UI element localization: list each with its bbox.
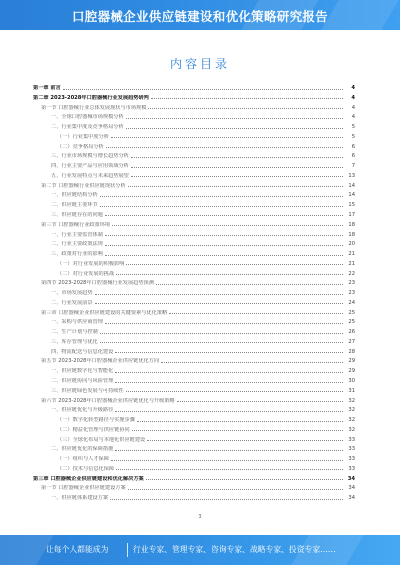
toc-leader-dots bbox=[177, 401, 343, 402]
toc-entry-label: （一）数字化转型路径与实施步骤 bbox=[57, 417, 135, 424]
toc-leader-dots bbox=[111, 137, 343, 138]
header-banner bbox=[0, 0, 400, 30]
toc-leader-dots bbox=[115, 382, 343, 383]
toc-entry-page: 14 bbox=[348, 182, 355, 189]
toc-entry-label: 二、生产计划与控制 bbox=[51, 329, 98, 336]
toc-entry[interactable] bbox=[33, 280, 355, 286]
toc-entry-page: 21 bbox=[348, 251, 355, 258]
toc-entry-page: 14 bbox=[348, 192, 355, 199]
toc-entry[interactable] bbox=[33, 310, 355, 316]
toc-leader-dots bbox=[115, 372, 343, 373]
toc-entry-label: 一、供应链优化与升级路径 bbox=[51, 407, 114, 414]
toc-entry-label: 四、物流配送与信息化建设 bbox=[51, 348, 114, 355]
toc-leader-dots bbox=[105, 215, 343, 216]
toc-entry-page: 7 bbox=[351, 163, 355, 170]
toc-entry-page: 32 bbox=[348, 397, 355, 404]
toc-entry-label: 第一节 口腔器械企业供应链建设方案 bbox=[41, 485, 126, 492]
toc-entry[interactable] bbox=[33, 114, 355, 120]
toc-entry-page: 21 bbox=[348, 260, 355, 267]
toc-entry-page: 4 bbox=[351, 114, 355, 121]
toc-entry[interactable] bbox=[33, 388, 355, 394]
toc-entry-label: 第三节 口腔器械行业政策环境 bbox=[41, 221, 111, 228]
toc-entry[interactable] bbox=[33, 407, 355, 413]
toc-entry-label: 三、行业市场规模与增长趋势分析 bbox=[51, 153, 129, 160]
toc-entry-label: 第二节 口腔器械行业供应链现状分析 bbox=[41, 182, 126, 189]
toc-entry[interactable] bbox=[33, 163, 355, 169]
toc-entry[interactable] bbox=[33, 368, 355, 374]
toc-entry-page: 31 bbox=[348, 387, 355, 394]
toc-leader-dots bbox=[63, 89, 343, 90]
toc-entry-page: 34 bbox=[348, 495, 355, 502]
toc-leader-dots bbox=[148, 108, 343, 109]
toc-entry[interactable] bbox=[33, 124, 355, 130]
toc-leader-dots bbox=[169, 313, 343, 314]
toc-entry[interactable] bbox=[33, 232, 355, 238]
toc-leader-dots bbox=[100, 196, 343, 197]
table-of-contents bbox=[33, 85, 355, 505]
toc-entry[interactable] bbox=[33, 134, 355, 140]
toc-entry-page: 32 bbox=[348, 407, 355, 414]
toc-leader-dots bbox=[126, 391, 343, 392]
toc-leader-dots bbox=[147, 440, 343, 441]
toc-entry-page: 29 bbox=[348, 368, 355, 375]
toc-entry-page: 6 bbox=[351, 153, 355, 160]
toc-entry-page: 33 bbox=[348, 436, 355, 443]
toc-entry[interactable] bbox=[33, 192, 355, 198]
toc-entry-page: 30 bbox=[348, 378, 355, 385]
toc-entry-page: 6 bbox=[351, 143, 355, 150]
toc-entry-page: 15 bbox=[348, 202, 355, 209]
toc-entry-label: 一、市场发展趋势 bbox=[51, 290, 93, 297]
toc-entry-page: 28 bbox=[348, 348, 355, 355]
toc-entry[interactable] bbox=[33, 427, 355, 433]
toc-entry-page: 24 bbox=[348, 299, 355, 306]
toc-entry[interactable] bbox=[33, 349, 355, 355]
toc-leader-dots bbox=[128, 186, 343, 187]
toc-entry[interactable] bbox=[33, 495, 355, 501]
toc-leader-dots bbox=[116, 274, 343, 275]
toc-entry-page: 33 bbox=[348, 446, 355, 453]
toc-entry-label: 三、政策对行业的影响 bbox=[51, 251, 103, 258]
toc-entry-label: 二、供应链优化的保障措施 bbox=[51, 446, 114, 453]
toc-entry-page: 17 bbox=[348, 211, 355, 218]
toc-entry-label: （三）全球化布局与本地化供应链建设 bbox=[57, 436, 146, 443]
toc-entry-label: 二、行业集中度及竞争格局分析 bbox=[51, 124, 124, 131]
toc-leader-dots bbox=[132, 430, 343, 431]
toc-entry-page: 34 bbox=[348, 485, 355, 492]
toc-leader-dots bbox=[105, 255, 343, 256]
toc-leader-dots bbox=[105, 245, 343, 246]
toc-leader-dots bbox=[116, 469, 343, 470]
toc-entry-label: 第一章 前言 bbox=[33, 85, 61, 91]
toc-entry-page: 25 bbox=[348, 309, 355, 316]
toc-entry-label: 三、供应链绿色发展与可持续性 bbox=[51, 387, 124, 394]
toc-entry-label: 第五节 2023-2028年口腔器械企业供应链优化方向 bbox=[41, 358, 160, 365]
toc-leader-dots bbox=[131, 176, 343, 177]
toc-entry-label: （一）行业集中度分析 bbox=[57, 133, 109, 140]
toc-entry-label: 二、行业发展前景 bbox=[51, 299, 93, 306]
toc-entry[interactable] bbox=[33, 202, 355, 208]
toc-leader-dots bbox=[115, 450, 343, 451]
toc-entry-label: 一、供应链结构分析 bbox=[51, 192, 98, 199]
toc-entry-label: 一、全球口腔器械市场规模分析 bbox=[51, 114, 124, 121]
toc-leader-dots bbox=[100, 206, 343, 207]
toc-entry-label: 第四节 2023-2028年口腔器械行业发展趋势预测 bbox=[41, 280, 154, 287]
toc-entry-page: 32 bbox=[348, 417, 355, 424]
toc-entry-label: （二）竞争格局分析 bbox=[57, 143, 104, 150]
toc-entry-page: 18 bbox=[348, 231, 355, 238]
toc-entry-page: 20 bbox=[348, 241, 355, 248]
toc-entry-label: （二）对行业发展的挑战 bbox=[57, 270, 115, 277]
page-number: 3 bbox=[198, 514, 202, 520]
toc-entry-label: 第一节 口腔器械行业总体发展现状与市场规模 bbox=[41, 104, 147, 111]
toc-leader-dots bbox=[110, 499, 343, 500]
toc-entry-page: 33 bbox=[348, 456, 355, 463]
toc-leader-dots bbox=[112, 225, 343, 226]
toc-entry-page: 33 bbox=[348, 465, 355, 472]
toc-leader-dots bbox=[131, 167, 343, 168]
toc-entry[interactable] bbox=[33, 329, 355, 335]
toc-entry-page: 29 bbox=[348, 358, 355, 365]
toc-entry[interactable] bbox=[33, 485, 355, 491]
footer-banner bbox=[0, 535, 400, 565]
toc-leader-dots bbox=[161, 362, 343, 363]
toc-entry-label: 四、行业主要产品与应用领域分析 bbox=[51, 163, 129, 170]
toc-entry-page: 23 bbox=[348, 290, 355, 297]
toc-entry-page: 25 bbox=[348, 319, 355, 326]
toc-entry-label: 二、行业主要政策法规 bbox=[51, 241, 103, 248]
toc-entry[interactable] bbox=[33, 222, 355, 228]
toc-entry-page: 34 bbox=[347, 475, 355, 482]
toc-entry-label: 一、供应链体系建设方案 bbox=[51, 495, 109, 502]
report-title: 口腔器械企业供应链建设和优化策略研究报告 bbox=[71, 9, 328, 24]
toc-entry-page: 22 bbox=[348, 270, 355, 277]
toc-entry[interactable] bbox=[33, 456, 355, 462]
toc-entry-page: 4 bbox=[351, 85, 355, 91]
toc-entry-page: 5 bbox=[351, 133, 355, 140]
toc-leader-dots bbox=[95, 303, 343, 304]
toc-leader-dots bbox=[126, 264, 343, 265]
toc-entry-page: 5 bbox=[351, 124, 355, 131]
toc-entry[interactable] bbox=[33, 319, 355, 325]
toc-entry[interactable] bbox=[33, 339, 355, 345]
toc-entry[interactable] bbox=[33, 398, 355, 404]
toc-entry[interactable] bbox=[33, 476, 355, 482]
footer-separator bbox=[127, 543, 128, 557]
toc-entry[interactable] bbox=[33, 271, 355, 277]
toc-entry-label: （一）组织与人才保障 bbox=[57, 456, 109, 463]
toc-entry-label: （一）对行业发展的积极影响 bbox=[57, 260, 125, 267]
toc-entry[interactable] bbox=[33, 153, 355, 159]
toc-entry-label: 一、采购与供应商管理 bbox=[51, 319, 103, 326]
toc-leader-dots bbox=[95, 294, 343, 295]
toc-leader-dots bbox=[131, 157, 343, 158]
toc-entry[interactable] bbox=[33, 251, 355, 257]
toc-entry-label: 一、供应链数字化与智能化 bbox=[51, 368, 114, 375]
toc-entry-page: 27 bbox=[348, 338, 355, 345]
toc-entry[interactable] bbox=[33, 183, 355, 189]
toc-entry-page: 18 bbox=[348, 221, 355, 228]
toc-entry[interactable] bbox=[33, 417, 355, 423]
toc-entry[interactable] bbox=[33, 290, 355, 296]
toc-entry[interactable] bbox=[33, 144, 355, 150]
toc-entry[interactable] bbox=[33, 300, 355, 306]
toc-entry[interactable] bbox=[33, 378, 355, 384]
toc-leader-dots bbox=[156, 284, 343, 285]
toc-heading: 内容目录 bbox=[169, 57, 230, 71]
toc-entry-label: 第三章 口腔器械企业供应链建设和优化解决方案 bbox=[33, 475, 144, 482]
toc-entry[interactable] bbox=[33, 173, 355, 179]
toc-entry-label: 五、行业发展特点与未来趋势展望 bbox=[51, 172, 129, 179]
toc-entry[interactable] bbox=[33, 212, 355, 218]
toc-entry-page: 32 bbox=[348, 426, 355, 433]
toc-entry-page: 23 bbox=[348, 280, 355, 287]
toc-leader-dots bbox=[146, 479, 343, 480]
toc-leader-dots bbox=[105, 235, 343, 236]
toc-entry[interactable] bbox=[33, 95, 355, 101]
toc-entry-label: （二）精益化管理与供应链协同 bbox=[57, 426, 130, 433]
toc-leader-dots bbox=[151, 98, 343, 99]
toc-leader-dots bbox=[100, 342, 343, 343]
footer-slogan: 让每个人都能成为 bbox=[46, 545, 109, 554]
toc-entry-label: 一、行业主要监管体制 bbox=[51, 231, 103, 238]
toc-leader-dots bbox=[137, 421, 343, 422]
toc-entry[interactable] bbox=[33, 446, 355, 452]
toc-leader-dots bbox=[100, 333, 343, 334]
toc-entry[interactable] bbox=[33, 261, 355, 267]
toc-leader-dots bbox=[115, 411, 343, 412]
toc-leader-dots bbox=[115, 352, 343, 353]
toc-entry-label: 第三章 口腔器械企业供应链建设的关键要素与优化策略 bbox=[41, 309, 168, 316]
toc-entry-page: 26 bbox=[348, 329, 355, 336]
toc-entry[interactable] bbox=[33, 105, 355, 111]
toc-entry-label: 三、库存管理与优化 bbox=[51, 338, 98, 345]
toc-entry-page: 13 bbox=[348, 172, 355, 179]
toc-entry[interactable] bbox=[33, 437, 355, 443]
toc-entry-page: 4 bbox=[351, 104, 355, 111]
toc-entry-page: 4 bbox=[351, 94, 355, 101]
toc-entry[interactable] bbox=[33, 358, 355, 364]
toc-entry-label: 三、供应链存在的问题 bbox=[51, 211, 103, 218]
toc-leader-dots bbox=[111, 460, 343, 461]
toc-entry-label: 二、供应链主要环节 bbox=[51, 202, 98, 209]
toc-entry[interactable] bbox=[33, 466, 355, 472]
toc-leader-dots bbox=[128, 489, 343, 490]
toc-leader-dots bbox=[106, 147, 343, 148]
toc-entry-label: 第二章 2023-2028年口腔器械行业发展趋势研判 bbox=[33, 94, 149, 101]
toc-entry[interactable] bbox=[33, 241, 355, 247]
toc-entry[interactable] bbox=[33, 85, 355, 91]
footer-experts: 行业专家、管理专家、咨询专家、战略专家、投资专家…… bbox=[133, 545, 336, 554]
toc-leader-dots bbox=[126, 118, 343, 119]
toc-leader-dots bbox=[105, 323, 343, 324]
toc-leader-dots bbox=[126, 128, 343, 129]
toc-entry-label: 第六节 2023-2028年口腔器械企业供应链优化与升级策略 bbox=[41, 397, 175, 404]
toc-entry-label: （二）技术与信息化保障 bbox=[57, 465, 115, 472]
toc-entry-label: 二、供应链协同与风险管理 bbox=[51, 378, 114, 385]
